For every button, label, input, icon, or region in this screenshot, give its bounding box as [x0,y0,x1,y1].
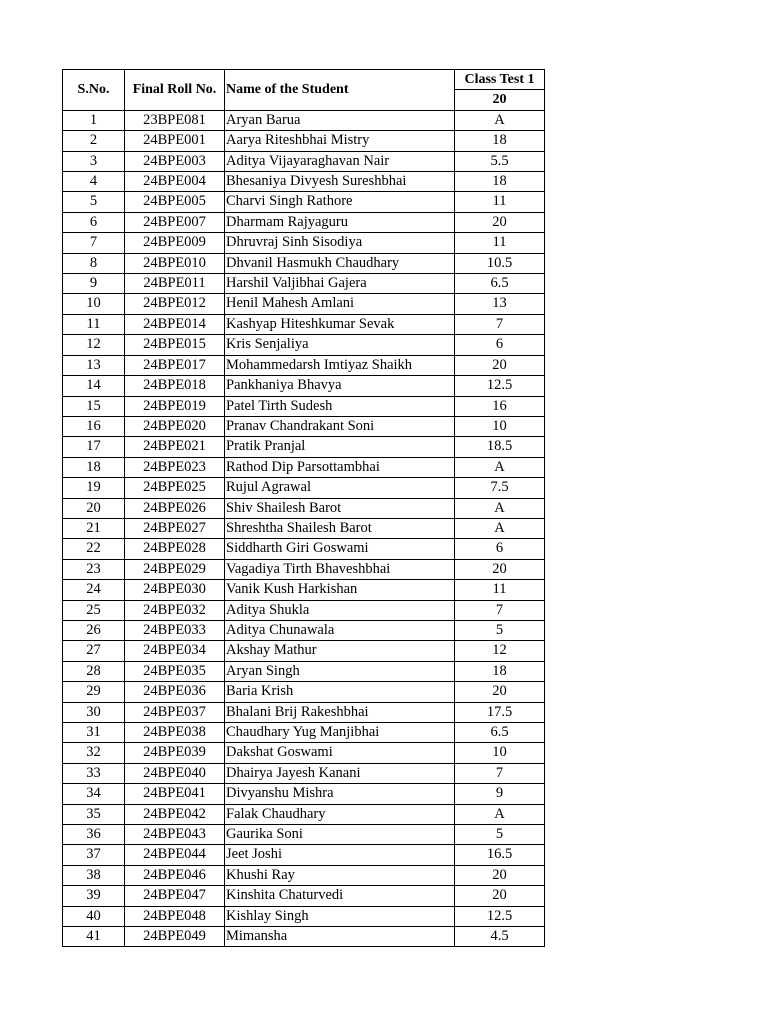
table-row [63,335,545,355]
table-row [63,396,545,416]
table-header [63,70,545,111]
cell-sno: 41 [63,927,125,947]
table-row [63,906,545,926]
cell-student-name: Divyanshu Mishra [225,784,455,804]
cell-sno: 33 [63,763,125,783]
cell-roll-no: 24BPE038 [125,723,225,743]
cell-roll-no: 24BPE049 [125,927,225,947]
table-row [63,641,545,661]
cell-sno: 40 [63,906,125,926]
table-row [63,845,545,865]
cell-sno: 14 [63,376,125,396]
cell-student-name: Rujul Agrawal [225,478,455,498]
cell-sno: 20 [63,498,125,518]
cell-student-name: Dhvanil Hasmukh Chaudhary [225,253,455,273]
cell-sno: 12 [63,335,125,355]
cell-sno: 5 [63,192,125,212]
cell-sno: 25 [63,600,125,620]
table-row [63,416,545,436]
cell-roll-no: 24BPE019 [125,396,225,416]
cell-marks: A [455,518,545,538]
cell-sno: 26 [63,620,125,640]
cell-sno: 7 [63,233,125,253]
cell-sno: 38 [63,865,125,885]
cell-marks: 7 [455,314,545,334]
cell-roll-no: 24BPE017 [125,355,225,375]
table-row [63,784,545,804]
table-row [63,661,545,681]
cell-roll-no: 24BPE018 [125,376,225,396]
cell-student-name: Shreshtha Shailesh Barot [225,518,455,538]
cell-marks: 20 [455,865,545,885]
cell-marks: A [455,498,545,518]
header-max-marks: 20 [455,90,545,110]
table-row [63,355,545,375]
table-row [63,131,545,151]
cell-roll-no: 24BPE042 [125,804,225,824]
cell-marks: 16.5 [455,845,545,865]
cell-marks: 7 [455,763,545,783]
cell-sno: 35 [63,804,125,824]
cell-roll-no: 24BPE046 [125,865,225,885]
cell-student-name: Charvi Singh Rathore [225,192,455,212]
table-row [63,314,545,334]
cell-sno: 17 [63,437,125,457]
cell-sno: 31 [63,723,125,743]
cell-marks: 11 [455,580,545,600]
table-row [63,559,545,579]
cell-roll-no: 24BPE025 [125,478,225,498]
cell-marks: 5.5 [455,151,545,171]
cell-sno: 4 [63,172,125,192]
cell-marks: 7.5 [455,478,545,498]
cell-marks: 10.5 [455,253,545,273]
cell-student-name: Kris Senjaliya [225,335,455,355]
cell-roll-no: 24BPE014 [125,314,225,334]
cell-marks: 5 [455,620,545,640]
cell-sno: 39 [63,886,125,906]
cell-sno: 19 [63,478,125,498]
table-row [63,927,545,947]
table-row [63,580,545,600]
cell-student-name: Kashyap Hiteshkumar Sevak [225,314,455,334]
table-row [63,172,545,192]
cell-sno: 32 [63,743,125,763]
cell-sno: 2 [63,131,125,151]
cell-sno: 23 [63,559,125,579]
table-row [63,110,545,130]
table-row [63,294,545,314]
cell-student-name: Vanik Kush Harkishan [225,580,455,600]
cell-marks: 12 [455,641,545,661]
cell-student-name: Pankhaniya Bhavya [225,376,455,396]
cell-roll-no: 24BPE001 [125,131,225,151]
cell-student-name: Mimansha [225,927,455,947]
cell-marks: 16 [455,396,545,416]
table-row [63,600,545,620]
cell-roll-no: 24BPE012 [125,294,225,314]
cell-sno: 8 [63,253,125,273]
cell-student-name: Henil Mahesh Amlani [225,294,455,314]
table-row [63,763,545,783]
table-row [63,151,545,171]
cell-student-name: Khushi Ray [225,865,455,885]
cell-student-name: Pratik Pranjal [225,437,455,457]
cell-student-name: Aarya Riteshbhai Mistry [225,131,455,151]
cell-sno: 15 [63,396,125,416]
cell-sno: 21 [63,518,125,538]
cell-roll-no: 24BPE040 [125,763,225,783]
cell-sno: 3 [63,151,125,171]
cell-roll-no: 24BPE044 [125,845,225,865]
cell-marks: 5 [455,825,545,845]
cell-roll-no: 24BPE027 [125,518,225,538]
cell-sno: 30 [63,702,125,722]
cell-roll-no: 24BPE003 [125,151,225,171]
cell-student-name: Aditya Vijayaraghavan Nair [225,151,455,171]
cell-marks: 20 [455,559,545,579]
cell-student-name: Aryan Barua [225,110,455,130]
cell-student-name: Kishlay Singh [225,906,455,926]
cell-marks: A [455,110,545,130]
cell-sno: 1 [63,110,125,130]
cell-student-name: Dhairya Jayesh Kanani [225,763,455,783]
cell-roll-no: 24BPE007 [125,212,225,232]
cell-roll-no: 24BPE020 [125,416,225,436]
table-row [63,743,545,763]
marks-table [62,69,545,947]
cell-student-name: Aditya Shukla [225,600,455,620]
cell-sno: 10 [63,294,125,314]
cell-roll-no: 24BPE033 [125,620,225,640]
cell-marks: 20 [455,355,545,375]
cell-marks: 12.5 [455,376,545,396]
table-row [63,498,545,518]
cell-marks: 10 [455,743,545,763]
cell-roll-no: 24BPE037 [125,702,225,722]
cell-marks: 10 [455,416,545,436]
table-row [63,192,545,212]
table-row [63,437,545,457]
cell-sno: 18 [63,457,125,477]
cell-student-name: Kinshita Chaturvedi [225,886,455,906]
cell-student-name: Bhalani Brij Rakeshbhai [225,702,455,722]
cell-marks: A [455,457,545,477]
cell-student-name: Akshay Mathur [225,641,455,661]
cell-roll-no: 24BPE011 [125,274,225,294]
cell-student-name: Dakshat Goswami [225,743,455,763]
cell-roll-no: 24BPE009 [125,233,225,253]
cell-student-name: Siddharth Giri Goswami [225,539,455,559]
cell-roll-no: 24BPE029 [125,559,225,579]
cell-roll-no: 24BPE015 [125,335,225,355]
cell-roll-no: 24BPE048 [125,906,225,926]
cell-sno: 27 [63,641,125,661]
cell-roll-no: 24BPE035 [125,661,225,681]
table-row [63,274,545,294]
cell-sno: 13 [63,355,125,375]
cell-marks: 6.5 [455,274,545,294]
cell-student-name: Chaudhary Yug Manjibhai [225,723,455,743]
cell-marks: 11 [455,233,545,253]
cell-marks: 18.5 [455,437,545,457]
cell-sno: 22 [63,539,125,559]
cell-marks: 12.5 [455,906,545,926]
cell-student-name: Aditya Chunawala [225,620,455,640]
cell-roll-no: 24BPE034 [125,641,225,661]
cell-student-name: Mohammedarsh Imtiyaz Shaikh [225,355,455,375]
cell-sno: 28 [63,661,125,681]
cell-student-name: Bhesaniya Divyesh Sureshbhai [225,172,455,192]
header-student-name: Name of the Student [225,70,455,111]
cell-sno: 29 [63,682,125,702]
cell-marks: 6 [455,539,545,559]
cell-sno: 36 [63,825,125,845]
cell-roll-no: 24BPE030 [125,580,225,600]
cell-marks: 20 [455,212,545,232]
cell-marks: 6.5 [455,723,545,743]
cell-roll-no: 24BPE023 [125,457,225,477]
cell-marks: 17.5 [455,702,545,722]
table-row [63,478,545,498]
table-row [63,825,545,845]
cell-sno: 16 [63,416,125,436]
cell-roll-no: 24BPE039 [125,743,225,763]
table-row [63,804,545,824]
cell-roll-no: 24BPE047 [125,886,225,906]
cell-student-name: Baria Krish [225,682,455,702]
cell-sno: 6 [63,212,125,232]
cell-student-name: Falak Chaudhary [225,804,455,824]
cell-marks: 20 [455,682,545,702]
cell-student-name: Harshil Valjibhai Gajera [225,274,455,294]
table-body [63,110,545,947]
cell-sno: 11 [63,314,125,334]
cell-roll-no: 24BPE004 [125,172,225,192]
table-row [63,233,545,253]
table-row [63,682,545,702]
table-row [63,212,545,232]
header-class-test: Class Test 1 [455,70,545,90]
cell-student-name: Jeet Joshi [225,845,455,865]
cell-student-name: Vagadiya Tirth Bhaveshbhai [225,559,455,579]
cell-student-name: Dhruvraj Sinh Sisodiya [225,233,455,253]
table-row [63,376,545,396]
cell-marks: 9 [455,784,545,804]
cell-sno: 37 [63,845,125,865]
cell-student-name: Gaurika Soni [225,825,455,845]
cell-sno: 9 [63,274,125,294]
cell-roll-no: 24BPE032 [125,600,225,620]
table-row [63,886,545,906]
cell-marks: 18 [455,661,545,681]
table-row [63,457,545,477]
header-sno: S.No. [63,70,125,111]
cell-marks: 11 [455,192,545,212]
cell-roll-no: 24BPE026 [125,498,225,518]
cell-marks: A [455,804,545,824]
table-row [63,865,545,885]
table-row [63,702,545,722]
cell-roll-no: 24BPE041 [125,784,225,804]
cell-roll-no: 24BPE021 [125,437,225,457]
table-row [63,518,545,538]
cell-student-name: Shiv Shailesh Barot [225,498,455,518]
cell-student-name: Patel Tirth Sudesh [225,396,455,416]
table-row [63,620,545,640]
cell-roll-no: 24BPE028 [125,539,225,559]
cell-student-name: Aryan Singh [225,661,455,681]
cell-student-name: Rathod Dip Parsottambhai [225,457,455,477]
cell-roll-no: 24BPE043 [125,825,225,845]
cell-marks: 6 [455,335,545,355]
cell-marks: 18 [455,172,545,192]
cell-marks: 18 [455,131,545,151]
table-row [63,723,545,743]
cell-marks: 7 [455,600,545,620]
cell-roll-no: 24BPE005 [125,192,225,212]
cell-student-name: Pranav Chandrakant Soni [225,416,455,436]
cell-marks: 13 [455,294,545,314]
cell-roll-no: 24BPE010 [125,253,225,273]
cell-marks: 4.5 [455,927,545,947]
table-row [63,539,545,559]
cell-sno: 24 [63,580,125,600]
cell-marks: 20 [455,886,545,906]
header-roll-no: Final Roll No. [125,70,225,111]
cell-roll-no: 24BPE036 [125,682,225,702]
cell-student-name: Dharmam Rajyaguru [225,212,455,232]
cell-sno: 34 [63,784,125,804]
cell-roll-no: 23BPE081 [125,110,225,130]
table-row [63,253,545,273]
